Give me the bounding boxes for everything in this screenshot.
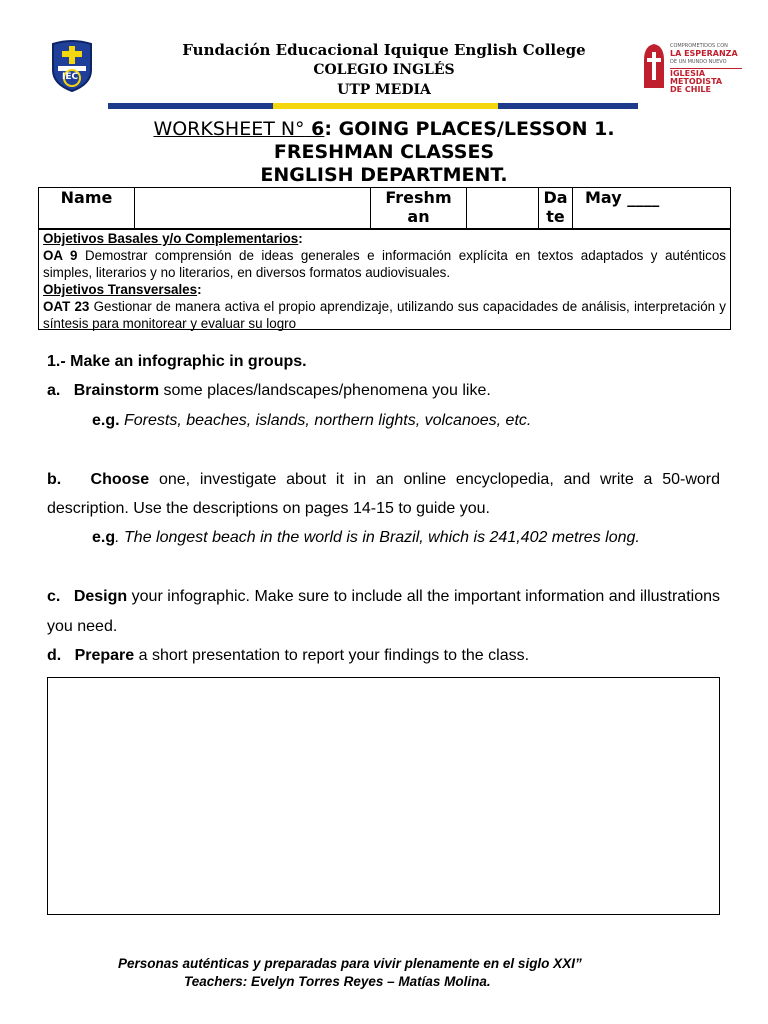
step-a-example: e.g. Forests, beaches, islands, northern lights, volcanoes, etc. bbox=[92, 411, 532, 429]
school-subtitle: COLEGIO INGLÉS bbox=[313, 62, 455, 78]
methodist-logo-text: COMPROMETIDOS CON LA ESPERANZA DE UN MUNDO NUEVO IGLESIA METODISTA DE CHILE bbox=[670, 42, 742, 94]
level-label: Freshm an bbox=[371, 188, 467, 229]
worksheet-title bbox=[0, 118, 768, 187]
date-field[interactable]: May ____ bbox=[573, 188, 731, 229]
activity-heading: 1.- Make an infographic in groups. bbox=[47, 353, 307, 370]
crest-text: IEC bbox=[62, 72, 79, 82]
footer bbox=[118, 955, 582, 991]
basales-header: Objetivos Basales y/o Complementarios bbox=[43, 231, 299, 246]
name-label: Name bbox=[39, 188, 135, 229]
bar-segment-yellow bbox=[273, 103, 498, 109]
instructions bbox=[47, 347, 720, 670]
step-b-example: e.g. The longest beach in the world is in Brazil, which is 241,402 metres long. bbox=[92, 529, 640, 547]
transversales-header: Objetivos Transversales bbox=[43, 282, 198, 297]
title-line-2: FRESHMAN CLASSES bbox=[273, 141, 495, 163]
header-color-bar bbox=[108, 103, 638, 109]
name-field[interactable] bbox=[135, 188, 371, 229]
school-department: UTP MEDIA bbox=[337, 82, 431, 98]
oat23-objective: OAT 23 Gestionar de manera activa el propio aprendizaje, utilizando sus capacidades de análisis, interpretación y síntesis para monitorear y evaluar su logro bbox=[43, 299, 727, 331]
school-name: Fundación Educacional Iquique English College bbox=[182, 41, 586, 59]
student-info-table bbox=[38, 187, 731, 229]
methodist-logo bbox=[640, 42, 740, 92]
step-c: c. Design your infographic. Make sure to include all the important information and illustrations you need. bbox=[47, 588, 720, 635]
answer-box[interactable] bbox=[47, 677, 720, 915]
title-line-3: ENGLISH DEPARTMENT. bbox=[260, 164, 508, 186]
step-d: d. Prepare a short presentation to report your findings to the class. bbox=[47, 647, 530, 665]
methodist-cross-flame-icon bbox=[640, 42, 668, 90]
footer-motto: Personas auténticas y preparadas para vivir plenamente en el siglo XXI” bbox=[118, 956, 582, 971]
title-line-1: WORKSHEET N° 6: GOING PLACES/LESSON 1. bbox=[153, 118, 615, 140]
bar-segment-blue-right bbox=[498, 103, 638, 109]
step-a: a. Brainstorm some places/landscapes/phenomena you like. bbox=[47, 382, 491, 400]
step-b: b. Choose one, investigate about it in an online encyclopedia, and write a 50-word description. Use the descriptions on pages 14-15 to guide you. bbox=[47, 470, 720, 518]
bar-segment-blue-left bbox=[108, 103, 273, 109]
footer-teachers: Teachers: Evelyn Torres Reyes – Matías Molina. bbox=[184, 974, 491, 989]
objectives-box: Objetivos Basales y/o Complementarios: OA 9 Demostrar comprensión de ideas generales e información explícita en textos adaptados y auténticos simples, literarios y no literarios, en diversos formatos audiovisuales. Objetivos Transversales: OAT 23 Gestionar de manera activa el propio aprendizaje, utilizando sus capacidades de análisis, interpretación y síntesis para monitorear y evaluar su logro bbox=[38, 229, 731, 330]
level-field[interactable] bbox=[467, 188, 539, 229]
oa9-objective: OA 9 Demostrar comprensión de ideas generales e información explícita en textos adaptados y auténticos simples, literarios y no literarios, en diversos formatos audiovisuales. bbox=[43, 248, 726, 280]
date-label: Da te bbox=[539, 188, 573, 229]
